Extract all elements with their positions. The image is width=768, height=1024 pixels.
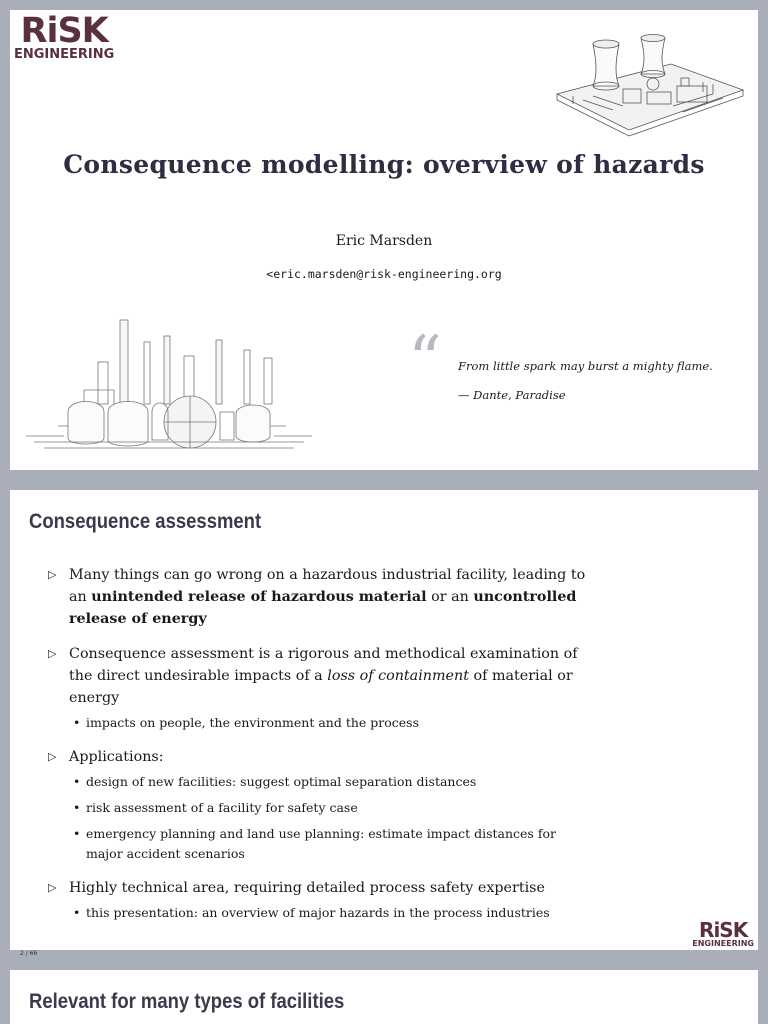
triangle-bullet-icon: ▷ — [48, 750, 57, 763]
refinery-illustration — [24, 316, 314, 452]
bullet-text: Applications: — [69, 749, 164, 765]
sub-bullet-item — [69, 772, 588, 792]
bullet-text: Consequence assessment is a rigorous and methodical examination of the direct undesirable impacts of a — [69, 646, 578, 684]
dot-bullet-icon: • — [73, 715, 81, 730]
triangle-bullet-icon: ▷ — [48, 881, 57, 894]
bullet-text: or an — [426, 589, 474, 605]
risk-engineering-logo — [14, 11, 115, 62]
bullet-item — [48, 746, 588, 864]
sub-bullet-text: design of new facilities: suggest optimal separation distances — [86, 774, 477, 789]
dot-bullet-icon: • — [73, 800, 81, 815]
content-slide — [10, 490, 758, 950]
bullet-list — [48, 564, 588, 936]
triangle-bullet-icon: ▷ — [48, 568, 57, 581]
logo-subtext: ENGINEERING — [14, 47, 115, 62]
logo-text: RiSK — [20, 11, 108, 51]
sub-bullet-list — [69, 903, 588, 923]
slide-heading: Relevant for many types of facilities — [29, 990, 345, 1013]
sub-bullet-text: this presentation: an overview of major hazards in the process industries — [86, 905, 550, 920]
risk-engineering-logo-small — [692, 920, 754, 948]
presentation-title: Consequence modelling: overview of hazards — [63, 150, 705, 179]
bullet-text: loss of containment — [327, 668, 469, 684]
bullet-text: Highly technical area, requiring detailed process safety expertise — [69, 880, 545, 896]
dot-bullet-icon: • — [73, 905, 81, 920]
title-slide — [10, 10, 758, 470]
dot-bullet-icon: • — [73, 774, 81, 789]
sub-bullet-list — [69, 713, 588, 733]
sub-bullet-item — [69, 713, 588, 733]
quote-mark: “ — [408, 322, 442, 399]
sub-bullet-text: impacts on people, the environment and the process — [86, 715, 419, 730]
sub-bullet-item — [69, 798, 588, 818]
logo-subtext: ENGINEERING — [692, 939, 754, 948]
slide-heading: Consequence assessment — [29, 510, 262, 533]
bullet-item — [48, 564, 588, 630]
author-email: <eric.marsden@risk-engineering.org — [266, 267, 502, 281]
dot-bullet-icon: • — [73, 826, 81, 841]
bullet-item — [48, 643, 588, 733]
author-name: Eric Marsden — [335, 233, 433, 249]
sub-bullet-item — [69, 824, 588, 864]
sub-bullet-text: emergency planning and land use planning: estimate impact distances for major accident scenarios — [86, 826, 556, 861]
sub-bullet-text: risk assessment of a facility for safety case — [86, 800, 358, 815]
next-slide — [10, 970, 758, 1024]
bullet-text: unintended release of hazardous material — [91, 589, 427, 605]
bullet-text: uncontrolled release of energy — [69, 589, 577, 627]
bullet-text: of material or energy — [69, 668, 573, 706]
nuclear-plant-illustration — [553, 34, 745, 140]
bullet-text: Many things can go wrong on a hazardous industrial facility, leading to an — [69, 567, 586, 605]
epigraph-quote: From little spark may burst a mighty flame. — [458, 359, 713, 373]
triangle-bullet-icon: ▷ — [48, 647, 57, 660]
bullet-item — [48, 877, 588, 923]
page-number: 2 / 66 — [20, 950, 38, 957]
sub-bullet-item — [69, 903, 588, 923]
logo-text: RiSK — [699, 918, 748, 942]
epigraph-attribution: — Dante, Paradise — [458, 388, 566, 402]
sub-bullet-list — [69, 772, 588, 864]
